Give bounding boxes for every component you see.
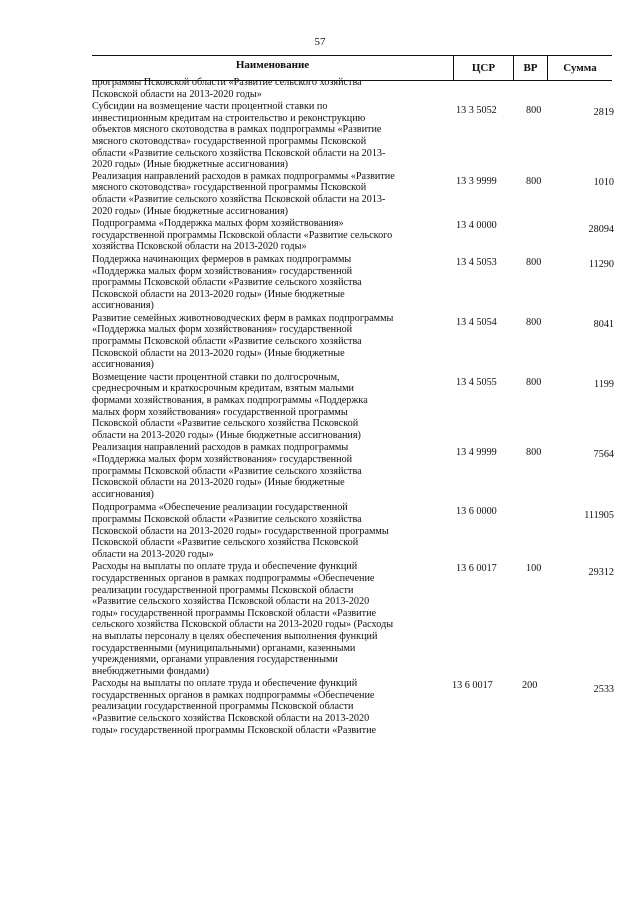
row-name: Подпрограмма «Обеспечение реализации государственной программы Псковской области «Развитие сельского хозяйства Псковской области на 2013-2020 годы» государственной программы Псковской области «Развитие сельского хозяйства Псковской области на 2013-2020 годы»	[92, 502, 389, 560]
row-name: Субсидии на возмещение части процентной ставки по инвестиционным кредитам на строительство и реконструкцию объектов мясного скотоводства в рамках подпрограммы «Развитие мясного скотоводства» государственной программы Псковской области «Развитие сельского хозяйства Псковской области на 2013- 2020 годы» (Иные бюджетные ассигнования)	[92, 101, 386, 171]
table-body	[92, 77, 622, 736]
table-row	[92, 442, 622, 500]
page-number: 57	[314, 36, 326, 48]
table-row	[92, 77, 622, 100]
row-name: Реализация направлений расходов в рамках подпрограммы «Поддержка малых форм хозяйствования» государственной программы Псковской области «Развитие сельского хозяйства Псковской области на 2013-2020 годы» (Иные бюджетные ассигнования)	[92, 442, 362, 500]
row-sum: 29312	[588, 567, 614, 579]
table-row	[92, 101, 622, 171]
row-vr: 100	[526, 563, 542, 575]
row-csr: 13 3 9999	[456, 175, 497, 187]
row-csr: 13 4 5054	[456, 316, 497, 328]
row-csr: 13 6 0000	[456, 506, 497, 518]
row-name: Развитие семейных животноводческих ферм в рамках подпрограммы «Поддержка малых форм хозяйствования» государственной программы Псковской области «Развитие сельского хозяйства Псковской области на 2013-2020 годы» (Иные бюджетные ассигнования)	[92, 312, 394, 371]
row-csr: 13 4 5055	[456, 376, 497, 388]
row-vr: 200	[522, 680, 538, 692]
row-name: Расходы на выплаты по оплате труда и обеспечение функций государственных органов в рамках подпрограммы «Обеспечение реализации государственной программы Псковской области «Развитие сельского хозяйства Псковской области на 2013-2020 годы» государственной программы Псковской области «Развитие	[92, 678, 377, 736]
table-row	[92, 678, 622, 736]
column-header-name: Наименование	[235, 59, 310, 71]
row-csr: 13 4 0000	[456, 220, 497, 232]
row-vr: 800	[526, 447, 542, 459]
row-vr: 800	[526, 316, 542, 328]
row-name: программы Псковской области «Развитие сельского хозяйства Псковской области на 2013-2020 годы»	[92, 77, 362, 100]
row-name: Реализация направлений расходов в рамках подпрограммы «Развитие мясного скотоводства» государственной программы Псковской области «Развитие сельского хозяйства Псковской области на 2013- 2020 годы» (Иные бюджетные ассигнования)	[92, 170, 395, 217]
row-sum: 28094	[588, 224, 614, 236]
row-csr: 13 6 0017	[452, 680, 493, 692]
row-vr: 800	[526, 376, 542, 388]
row-vr: 800	[526, 256, 542, 268]
table-row	[92, 171, 622, 217]
table-row	[92, 502, 622, 560]
row-sum: 11290	[588, 258, 614, 270]
row-sum: 1010	[593, 176, 614, 188]
column-header-sum: Сумма	[547, 56, 612, 80]
table-row	[92, 254, 622, 312]
table-row	[92, 372, 622, 442]
row-sum: 2533	[593, 684, 614, 696]
row-name: Возмещение части процентной ставки по долгосрочным, среднесрочным и краткосрочным кредитам, взятым малыми формами хозяйствования, в рамках подпрограммы «Поддержка малых форм хозяйствования» государственной программы Псковской области «Развитие сельского хозяйства Псковской области на 2013-2020 годы» (Иные бюджетные ассигнования)	[92, 371, 368, 441]
table-row	[92, 218, 622, 253]
row-sum: 7564	[593, 449, 614, 461]
row-csr: 13 4 5053	[456, 256, 497, 268]
row-csr: 13 4 9999	[456, 447, 497, 459]
row-csr: 13 3 5052	[456, 105, 497, 117]
row-vr: 800	[526, 175, 542, 187]
table-row	[92, 561, 622, 677]
row-sum: 2819	[593, 107, 614, 119]
row-csr: 13 6 0017	[456, 563, 497, 575]
table-row	[92, 313, 622, 371]
column-header-csr: ЦСР	[453, 56, 513, 80]
row-sum: 111905	[584, 510, 614, 522]
row-name: Поддержка начинающих фермеров в рамках подпрограммы «Поддержка малых форм хозяйствования» государственной программы Псковской области «Развитие сельского хозяйства Псковской области на 2013-2020 годы» (Иные бюджетные ассигнования)	[92, 253, 362, 312]
row-sum: 8041	[593, 318, 614, 330]
row-sum: 1199	[594, 378, 614, 390]
column-header-vr: ВР	[513, 56, 547, 80]
row-name: Расходы на выплаты по оплате труда и обеспечение функций государственных органов в рамках подпрограммы «Обеспечение реализации государственной программы Псковской области «Развитие сельского хозяйства Псковской области на 2013-2020 годы» государственной программы Псковской области «Развитие сельского хозяйства Псковской области на 2013-2020 годы» (Расходы на выплаты персоналу в целях обеспечения выполнения функций государственными (муниципальными) органами, казенными учреждениями, органами управления государственными внебюджетными фондами)	[92, 561, 394, 677]
row-vr: 800	[526, 105, 542, 117]
row-name: Подпрограмма «Поддержка малых форм хозяйствования» государственной программы Псковской области «Развитие сельского хозяйства Псковской области на 2013-2020 годы»	[92, 218, 393, 253]
